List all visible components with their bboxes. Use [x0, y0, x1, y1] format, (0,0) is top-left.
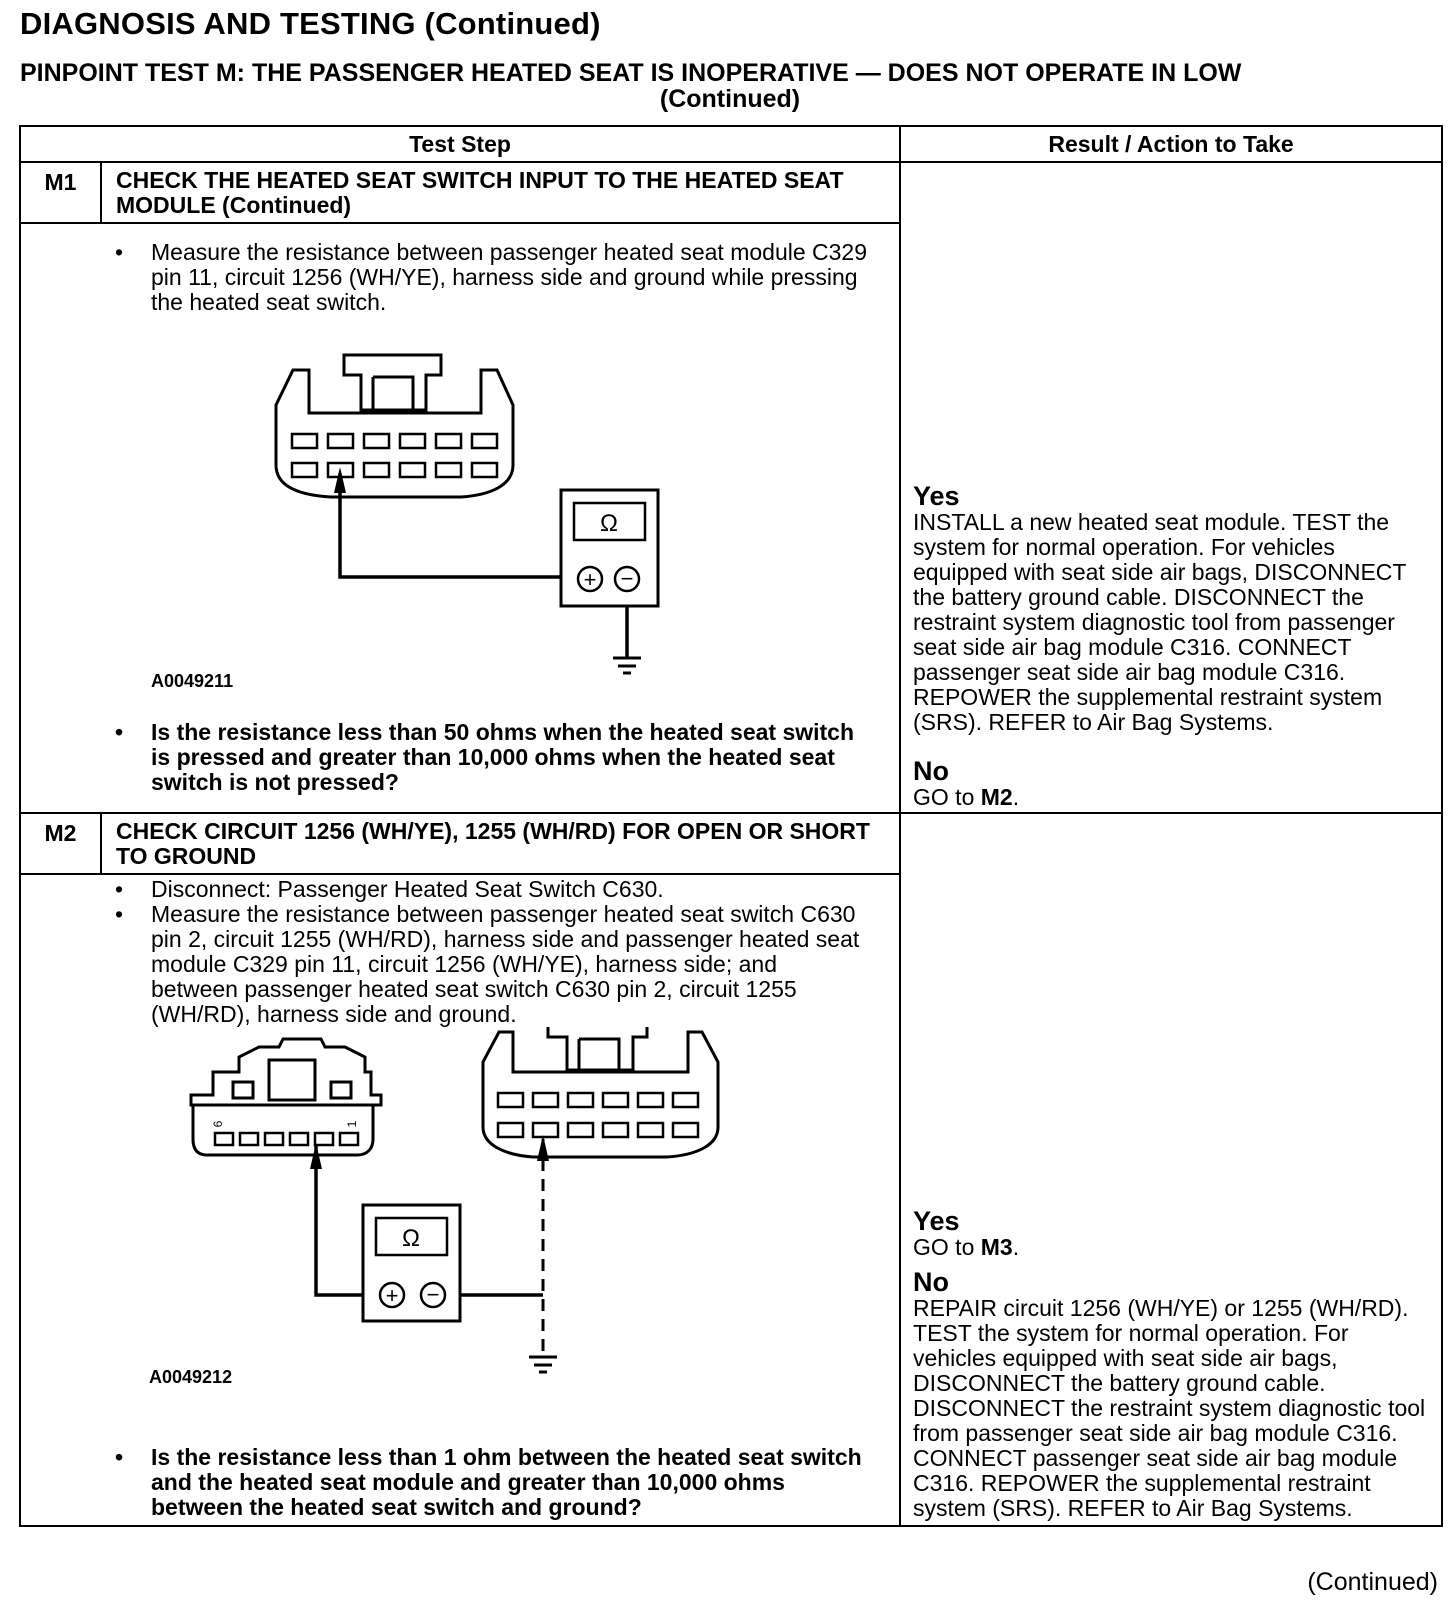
pin-cavities [498, 1093, 698, 1137]
pinpoint-test-heading: PINPOINT TEST M: THE PASSENGER HEATED SEAT IS INOPERATIVE — DOES NOT OPERATE IN LOW [20, 59, 1242, 87]
result-yes-label: Yes [913, 1206, 960, 1236]
step-instruction: • Disconnect: Passenger Heated Seat Switch C630. [114, 876, 664, 902]
ground-symbol [613, 658, 641, 673]
svg-text:+: + [385, 1283, 399, 1308]
step-heading-m2: CHECK CIRCUIT 1256 (WH/YE), 1255 (WH/RD) FOR OPEN OR SHORT TO GROUND [101, 813, 900, 874]
step-question: • Is the resistance less than 1 ohm between the heated seat switch and the heated seat module and greater than 10,000 ohms between the heated seat switch and ground? [114, 1444, 862, 1520]
step-body-m1 [20, 223, 900, 813]
result-no-text: REPAIR circuit 1256 (WH/YE) or 1255 (WH/RD). TEST the system for normal operation. For vehicles equipped with seat side air bags, DISCONNECT the battery ground cable. DISCONNECT the restraint system diagnostic tool from passenger seat side air bag module C316. CONNECT passenger seat side air bag module C316. REPOWER the supplemental restraint system (SRS). REFER to Air Bag Systems. [913, 1295, 1426, 1521]
pin-cavities [215, 1133, 358, 1145]
result-no-label: No [913, 1267, 950, 1297]
goto-m3-link[interactable]: M3 [980, 1234, 1013, 1260]
result-yes-text: INSTALL a new heated seat module. TEST the system for normal operation. For vehicles equipped with seat side air bags, DISCONNECT the battery ground cable. DISCONNECT the restraint system diagnostic tool from passenger seat side air bag module C316. CONNECT passenger seat side air bag module C316. REPOWER the supplemental restraint system (SRS). REFER to Air Bag Systems. [913, 509, 1407, 735]
page-title: DIAGNOSIS AND TESTING (Continued) [20, 6, 601, 41]
step-instruction: • Measure the resistance between passenger heated seat switch C630 pin 2, circuit 1255 (WH/RD), harness side and passenger heated seat module C329 pin 11, circuit 1256 (WH/YE), harness side; and between passenger heated seat switch C630 pin 2, circuit 1255 (WH/RD), harness side and ground. [114, 901, 860, 1027]
svg-text:−: − [426, 1282, 440, 1307]
goto-m2-link[interactable]: M2 [980, 784, 1013, 810]
column-header-test-step: Test Step [20, 126, 900, 162]
figure-id-m2: A0049212 [149, 1367, 233, 1387]
pinpoint-test-title [20, 60, 1440, 112]
ohm-symbol: Ω [402, 1225, 420, 1252]
probe-arrow [334, 467, 346, 493]
probe-arrow [537, 1135, 549, 1161]
connector-diagram-m1 [21, 315, 899, 730]
step-body-m2 [20, 874, 900, 1526]
pin-cavities [292, 434, 497, 477]
step-instruction: • Measure the resistance between passenger heated seat module C329 pin 11, circuit 1256 (WH/YE), harness side and ground while pressing the heated seat switch. [114, 239, 868, 315]
step-question: • Is the resistance less than 50 ohms when the heated seat switch is pressed and greater than 10,000 ohms when the heated seat switch is not pressed? [114, 719, 855, 795]
connector-diagram-m2 [21, 1027, 899, 1447]
ohm-symbol: Ω [600, 510, 618, 537]
result-yes-label: Yes [913, 481, 960, 511]
result-no-text: GO to M2. [913, 784, 1020, 810]
result-cell-m2 [900, 813, 1442, 1526]
svg-text:−: − [620, 566, 634, 591]
step-heading-m1: CHECK THE HEATED SEAT SWITCH INPUT TO THE HEATED SEAT MODULE (Continued) [101, 162, 900, 223]
pinpoint-test-continued: (Continued) [659, 85, 801, 113]
result-yes-text: GO to M3. [913, 1234, 1020, 1260]
svg-text:+: + [583, 567, 597, 592]
result-cell-m1 [900, 162, 1442, 813]
continued-footer: (Continued) [1307, 1568, 1438, 1596]
result-no-label: No [913, 756, 950, 786]
figure-id-m1: A0049211 [151, 671, 234, 691]
step-id-m2: M2 [20, 813, 101, 874]
pin-label-6: 6 [211, 1120, 225, 1128]
column-header-result: Result / Action to Take [900, 126, 1442, 162]
pinpoint-test-table [19, 125, 1443, 1527]
pin-label-1: 1 [345, 1120, 359, 1128]
ground-symbol [529, 1357, 557, 1372]
step-id-m1: M1 [20, 162, 101, 223]
